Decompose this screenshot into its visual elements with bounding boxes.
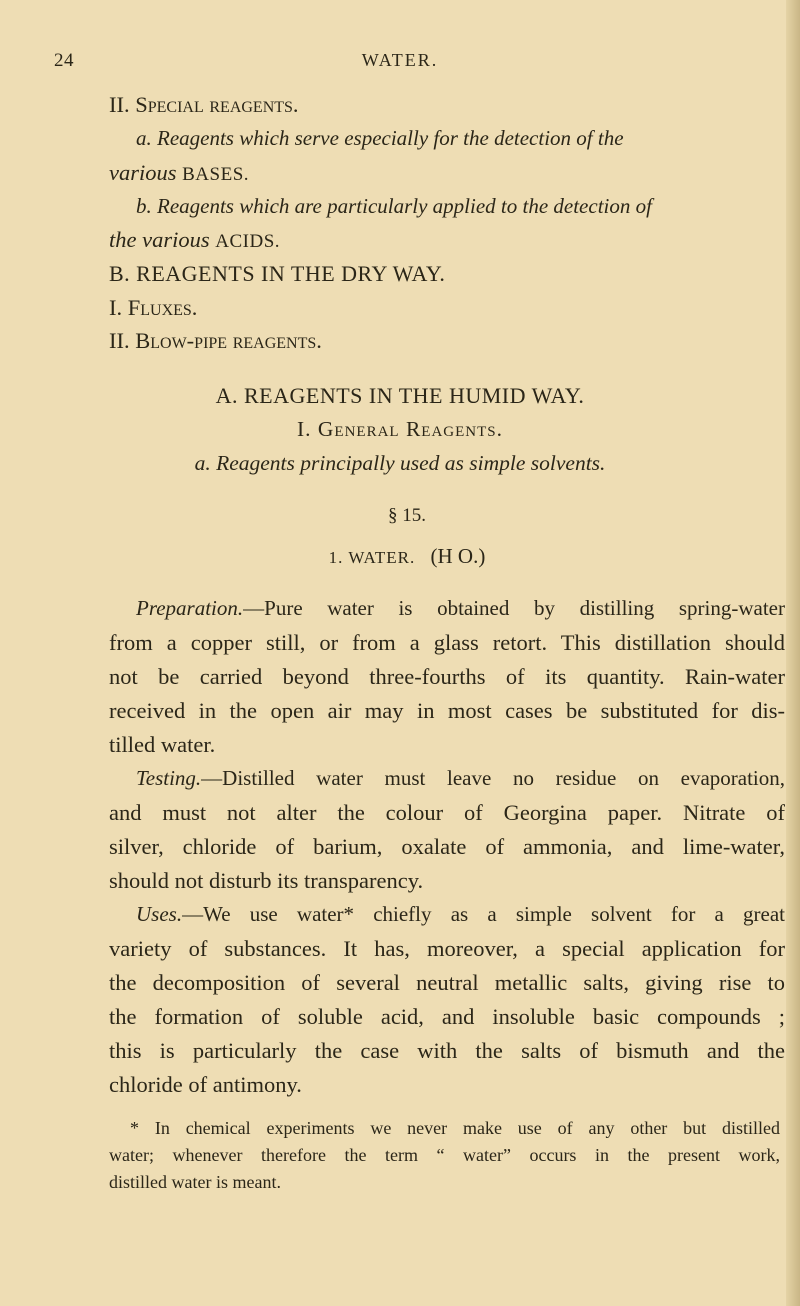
testing-line-4: should not disturb its transparency. — [109, 868, 424, 893]
outline-a-line2 — [109, 160, 785, 186]
uses-line-3: the decomposition of several neutral metallic salts, giving rise to — [109, 970, 785, 995]
section-para-number: § 15. — [388, 505, 426, 526]
running-title: WATER. — [361, 50, 439, 70]
preparation-line-5: tilled water. — [109, 732, 216, 757]
preparation-line-4: received in the open air may in most cases be substituted for dis- — [109, 698, 785, 723]
outline-ii-special — [109, 92, 785, 118]
preparation-line-2: from a copper still, or from a glass retort. This distillation should — [109, 630, 785, 655]
section-i-general: I. General Reagents. — [296, 417, 503, 441]
outline-i-fluxes: I. Fluxes. — [109, 295, 198, 320]
section-item-heading — [0, 544, 800, 569]
testing-line-1 — [136, 766, 785, 791]
page-number: 24 — [54, 50, 74, 71]
preparation-line-1 — [136, 596, 785, 621]
section-item-formula: (H O.) — [430, 544, 486, 568]
preparation-label: Preparation. — [136, 596, 244, 620]
uses-line-6: chloride of antimony. — [109, 1072, 302, 1097]
preparation-text-1: —Pure water is obtained by distilling spring-water — [243, 596, 785, 620]
outline-a-bases: BASES. — [182, 164, 250, 185]
uses-line-1 — [136, 902, 785, 927]
preparation-line-3: not be carried beyond three-fourths of its quantity. Rain-water — [109, 664, 785, 689]
testing-line-3: silver, chloride of barium, oxalate of ammonia, and lime-water, — [109, 834, 785, 859]
outline-ii-special-text: II. Special reagents. — [109, 92, 299, 117]
outline-b-line1: b. Reagents which are particularly applied to the detection of — [136, 194, 652, 218]
outline-b-line2 — [109, 227, 785, 253]
footnote-line-3: distilled water is meant. — [109, 1172, 281, 1192]
testing-label: Testing. — [136, 766, 202, 790]
uses-line-4: the formation of soluble acid, and insoluble basic compounds ; — [109, 1004, 785, 1029]
outline-b-dry: B. REAGENTS IN THE DRY WAY. — [109, 261, 446, 286]
testing-text-1: —Distilled water must leave no residue on evaporation, — [201, 766, 785, 790]
outline-b-italic: the various — [109, 227, 210, 252]
uses-line-2: variety of substances. It has, moreover, a special application for — [109, 936, 785, 961]
section-item-title: 1. WATER. — [328, 548, 416, 567]
page-edge — [786, 0, 800, 1306]
outline-b-acids: ACIDS. — [215, 231, 281, 252]
uses-text-1: —We use water* chiefly as a simple solvent for a great — [182, 902, 785, 926]
outline-a-italic: various — [109, 160, 177, 185]
section-a-humid: A. REAGENTS IN THE HUMID WAY. — [215, 383, 585, 408]
testing-line-2: and must not alter the colour of Georgina paper. Nitrate of — [109, 800, 785, 825]
outline-a-line1: a. Reagents which serve especially for the detection of the — [136, 126, 624, 150]
footnote-line-1: * In chemical experiments we never make use of any other but distilled — [130, 1118, 780, 1138]
section-a-principal: a. Reagents principally used as simple solvents. — [194, 451, 606, 475]
uses-label: Uses. — [136, 902, 183, 926]
outline-ii-blowpipe: II. Blow-pipe reagents. — [109, 328, 322, 353]
uses-line-5: this is particularly the case with the salts of bismuth and the — [109, 1038, 785, 1063]
footnote-line-2: water; whenever therefore the term “ water” occurs in the present work, — [109, 1145, 780, 1165]
